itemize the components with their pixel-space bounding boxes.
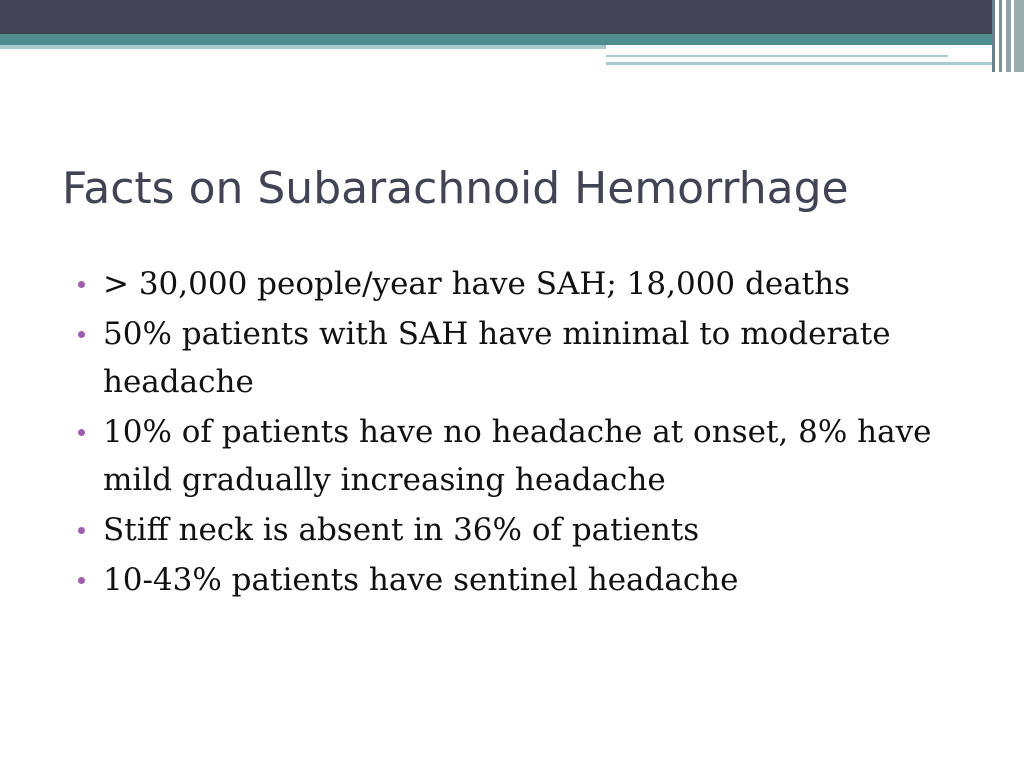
header-accent-line	[606, 55, 948, 57]
header-band-teal-light	[0, 45, 606, 49]
bullet-text: 10-43% patients have sentinel headache	[103, 562, 739, 598]
bullet-item	[70, 310, 970, 406]
bullet-dot-icon	[78, 527, 85, 534]
bullet-dot-icon	[78, 577, 85, 584]
header-band-dark	[0, 0, 1024, 34]
bullet-list	[70, 260, 970, 606]
header-accent-line	[826, 62, 1006, 65]
header-stripes	[992, 0, 1024, 72]
bullet-item	[70, 506, 970, 554]
bullet-dot-icon	[78, 281, 85, 288]
bullet-text: > 30,000 people/year have SAH; 18,000 deaths	[103, 266, 851, 302]
bullet-item	[70, 260, 970, 308]
bullet-dot-icon	[78, 429, 85, 436]
header-accent-line	[606, 62, 826, 65]
bullet-text: 10% of patients have no headache at onset, 8% have mild gradually increasing headache	[103, 414, 932, 498]
header-accent-box	[606, 45, 1006, 69]
slide-title: Facts on Subarachnoid Hemorrhage	[62, 163, 849, 214]
bullet-item	[70, 408, 970, 504]
bullet-dot-icon	[78, 331, 85, 338]
header-band-teal	[0, 34, 1024, 45]
bullet-item	[70, 556, 970, 604]
bullet-text: Stiff neck is absent in 36% of patients	[103, 512, 700, 548]
bullet-text: 50% patients with SAH have minimal to moderate headache	[103, 316, 891, 400]
